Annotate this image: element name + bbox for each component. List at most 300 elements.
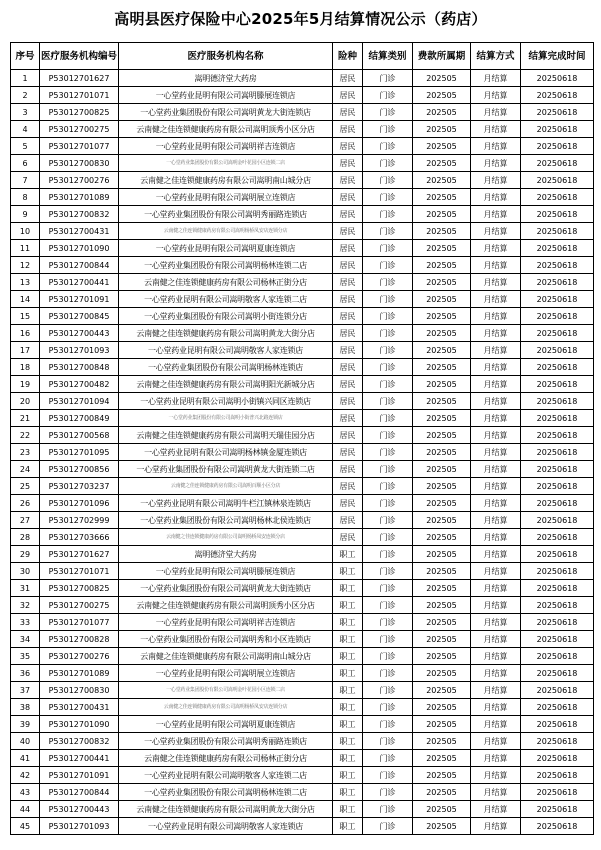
cell-seq: 14	[11, 291, 40, 308]
table-row	[11, 342, 594, 359]
cell-settlement-method: 月结算	[471, 121, 521, 138]
table-row	[11, 461, 594, 478]
cell-seq: 12	[11, 257, 40, 274]
cell-completion-time: 20250618	[521, 750, 594, 767]
cell-institution-code: P53012701091	[40, 767, 119, 784]
cell-seq: 15	[11, 308, 40, 325]
cell-seq: 17	[11, 342, 40, 359]
cell-institution-name: 一心堂药业昆明有限公司嵩明牛栏江镇林泉连锁店	[119, 495, 333, 512]
cell-completion-time: 20250618	[521, 563, 594, 580]
cell-fee-period: 202505	[413, 342, 471, 359]
cell-settlement-category: 门诊	[363, 172, 413, 189]
cell-completion-time: 20250618	[521, 648, 594, 665]
cell-settlement-method: 月结算	[471, 257, 521, 274]
table-row	[11, 648, 594, 665]
cell-institution-name: 一心堂药业集团股份有限公司嵩明黄龙大街连锁店	[119, 104, 333, 121]
cell-institution-name: 云南健之佳连锁健康药房有限公司嵩明百顺小区分店	[119, 478, 333, 495]
cell-completion-time: 20250618	[521, 665, 594, 682]
cell-completion-time: 20250618	[521, 801, 594, 818]
cell-fee-period: 202505	[413, 155, 471, 172]
cell-settlement-category: 门诊	[363, 750, 413, 767]
cell-completion-time: 20250618	[521, 478, 594, 495]
cell-completion-time: 20250618	[521, 359, 594, 376]
cell-institution-name: 一心堂药业昆明有限公司嵩明夏康连锁店	[119, 716, 333, 733]
cell-insurance-type: 职工	[333, 648, 363, 665]
cell-settlement-method: 月结算	[471, 240, 521, 257]
cell-seq: 36	[11, 665, 40, 682]
cell-institution-name: 一心堂药业昆明有限公司嵩明滕展连锁店	[119, 87, 333, 104]
cell-institution-code: P53012700830	[40, 155, 119, 172]
cell-completion-time: 20250618	[521, 512, 594, 529]
cell-settlement-category: 门诊	[363, 784, 413, 801]
cell-institution-name: 一心堂药业昆明有限公司嵩明祥吉连锁店	[119, 138, 333, 155]
cell-settlement-method: 月结算	[471, 818, 521, 835]
cell-seq: 3	[11, 104, 40, 121]
cell-completion-time: 20250618	[521, 495, 594, 512]
cell-institution-name: 一心堂药业集团股份有限公司嵩明黄龙大街连锁店	[119, 580, 333, 597]
cell-insurance-type: 职工	[333, 631, 363, 648]
cell-institution-code: P53012701095	[40, 444, 119, 461]
cell-completion-time: 20250618	[521, 240, 594, 257]
cell-completion-time: 20250618	[521, 223, 594, 240]
cell-fee-period: 202505	[413, 767, 471, 784]
cell-settlement-category: 门诊	[363, 70, 413, 87]
cell-insurance-type: 职工	[333, 665, 363, 682]
table-row	[11, 563, 594, 580]
cell-institution-code: P53012701094	[40, 393, 119, 410]
cell-fee-period: 202505	[413, 648, 471, 665]
header-settlement-category: 结算类别	[363, 43, 413, 70]
cell-insurance-type: 职工	[333, 614, 363, 631]
cell-fee-period: 202505	[413, 376, 471, 393]
cell-settlement-category: 门诊	[363, 206, 413, 223]
table-row	[11, 580, 594, 597]
cell-institution-name: 一心堂药业昆明有限公司嵩明展立连锁店	[119, 189, 333, 206]
cell-insurance-type: 居民	[333, 308, 363, 325]
cell-fee-period: 202505	[413, 461, 471, 478]
cell-institution-code: P53012700832	[40, 206, 119, 223]
cell-fee-period: 202505	[413, 410, 471, 427]
cell-fee-period: 202505	[413, 597, 471, 614]
cell-settlement-method: 月结算	[471, 801, 521, 818]
cell-settlement-method: 月结算	[471, 461, 521, 478]
cell-fee-period: 202505	[413, 699, 471, 716]
cell-institution-name: 云南健之佳连锁健康药房有限公司嵩明南山城分店	[119, 648, 333, 665]
cell-settlement-method: 月结算	[471, 546, 521, 563]
cell-settlement-category: 门诊	[363, 223, 413, 240]
cell-insurance-type: 居民	[333, 529, 363, 546]
cell-fee-period: 202505	[413, 87, 471, 104]
cell-settlement-category: 门诊	[363, 240, 413, 257]
cell-settlement-method: 月结算	[471, 87, 521, 104]
cell-completion-time: 20250618	[521, 580, 594, 597]
cell-fee-period: 202505	[413, 529, 471, 546]
cell-institution-name: 一心堂药业昆明有限公司嵩明杨林镇金厦连锁店	[119, 444, 333, 461]
cell-institution-code: P53012700275	[40, 121, 119, 138]
cell-settlement-method: 月结算	[471, 648, 521, 665]
cell-insurance-type: 职工	[333, 767, 363, 784]
cell-insurance-type: 居民	[333, 206, 363, 223]
table-row	[11, 274, 594, 291]
cell-insurance-type: 职工	[333, 716, 363, 733]
cell-fee-period: 202505	[413, 189, 471, 206]
cell-insurance-type: 职工	[333, 801, 363, 818]
table-row	[11, 699, 594, 716]
cell-settlement-method: 月结算	[471, 393, 521, 410]
cell-institution-code: P53012701091	[40, 291, 119, 308]
cell-seq: 22	[11, 427, 40, 444]
cell-seq: 40	[11, 733, 40, 750]
cell-insurance-type: 职工	[333, 597, 363, 614]
cell-insurance-type: 居民	[333, 104, 363, 121]
cell-insurance-type: 居民	[333, 427, 363, 444]
cell-institution-code: P53012701071	[40, 87, 119, 104]
cell-institution-name: 云南健之佳连锁健康药房有限公司嵩明阳光新城分店	[119, 376, 333, 393]
cell-fee-period: 202505	[413, 546, 471, 563]
cell-institution-code: P53012701090	[40, 716, 119, 733]
cell-seq: 33	[11, 614, 40, 631]
header-institution-code: 医疗服务机构编号	[40, 43, 119, 70]
table-row	[11, 767, 594, 784]
cell-fee-period: 202505	[413, 444, 471, 461]
cell-settlement-method: 月结算	[471, 376, 521, 393]
table-row	[11, 818, 594, 835]
cell-seq: 1	[11, 70, 40, 87]
table-row	[11, 410, 594, 427]
cell-institution-name: 一心堂药业集团股份有限公司嵩明秀丽路连锁店	[119, 206, 333, 223]
table-row	[11, 393, 594, 410]
cell-fee-period: 202505	[413, 393, 471, 410]
cell-completion-time: 20250618	[521, 444, 594, 461]
cell-completion-time: 20250618	[521, 342, 594, 359]
table-row	[11, 257, 594, 274]
cell-seq: 5	[11, 138, 40, 155]
cell-seq: 6	[11, 155, 40, 172]
cell-insurance-type: 职工	[333, 546, 363, 563]
cell-institution-code: P53012701089	[40, 665, 119, 682]
cell-seq: 2	[11, 87, 40, 104]
table-row	[11, 801, 594, 818]
cell-completion-time: 20250618	[521, 427, 594, 444]
cell-institution-code: P53012700276	[40, 648, 119, 665]
cell-settlement-method: 月结算	[471, 104, 521, 121]
cell-settlement-method: 月结算	[471, 189, 521, 206]
cell-settlement-method: 月结算	[471, 733, 521, 750]
cell-settlement-category: 门诊	[363, 529, 413, 546]
cell-settlement-method: 月结算	[471, 512, 521, 529]
cell-fee-period: 202505	[413, 563, 471, 580]
cell-institution-name: 云南健之佳连锁健康药房有限公司嵩明天瑞佳园分店	[119, 427, 333, 444]
cell-settlement-method: 月结算	[471, 70, 521, 87]
cell-institution-code: P53012700443	[40, 325, 119, 342]
cell-insurance-type: 职工	[333, 733, 363, 750]
cell-seq: 23	[11, 444, 40, 461]
cell-insurance-type: 居民	[333, 325, 363, 342]
cell-settlement-category: 门诊	[363, 427, 413, 444]
cell-seq: 45	[11, 818, 40, 835]
cell-institution-code: P53012701077	[40, 138, 119, 155]
table-row	[11, 546, 594, 563]
cell-insurance-type: 职工	[333, 784, 363, 801]
table-row	[11, 240, 594, 257]
cell-settlement-category: 门诊	[363, 104, 413, 121]
cell-institution-code: P53012700848	[40, 359, 119, 376]
cell-fee-period: 202505	[413, 512, 471, 529]
cell-seq: 4	[11, 121, 40, 138]
header-insurance-type: 险种	[333, 43, 363, 70]
cell-fee-period: 202505	[413, 750, 471, 767]
cell-completion-time: 20250618	[521, 376, 594, 393]
cell-fee-period: 202505	[413, 274, 471, 291]
cell-seq: 37	[11, 682, 40, 699]
cell-institution-code: P53012701071	[40, 563, 119, 580]
cell-insurance-type: 居民	[333, 461, 363, 478]
cell-institution-name: 云南健之佳连锁健康药房有限公司嵩明杨桥凤安店连锁分店	[119, 699, 333, 716]
cell-completion-time: 20250618	[521, 461, 594, 478]
cell-institution-code: P53012700482	[40, 376, 119, 393]
cell-completion-time: 20250618	[521, 172, 594, 189]
cell-institution-name: 云南健之佳连锁健康药房有限公司嵩明杨桥凤安连锁分店	[119, 529, 333, 546]
cell-settlement-method: 月结算	[471, 597, 521, 614]
table-row	[11, 104, 594, 121]
cell-seq: 44	[11, 801, 40, 818]
cell-institution-code: P53012701093	[40, 818, 119, 835]
cell-insurance-type: 居民	[333, 155, 363, 172]
cell-fee-period: 202505	[413, 614, 471, 631]
cell-institution-code: P53012700431	[40, 223, 119, 240]
cell-settlement-method: 月结算	[471, 172, 521, 189]
cell-insurance-type: 居民	[333, 359, 363, 376]
cell-seq: 7	[11, 172, 40, 189]
cell-settlement-method: 月结算	[471, 444, 521, 461]
cell-insurance-type: 居民	[333, 376, 363, 393]
cell-settlement-method: 月结算	[471, 308, 521, 325]
cell-settlement-category: 门诊	[363, 682, 413, 699]
cell-insurance-type: 居民	[333, 512, 363, 529]
cell-settlement-category: 门诊	[363, 121, 413, 138]
cell-seq: 11	[11, 240, 40, 257]
cell-settlement-category: 门诊	[363, 393, 413, 410]
cell-insurance-type: 职工	[333, 750, 363, 767]
cell-completion-time: 20250618	[521, 274, 594, 291]
table-row	[11, 359, 594, 376]
cell-institution-code: P53012700830	[40, 682, 119, 699]
cell-seq: 41	[11, 750, 40, 767]
cell-institution-code: P53012700441	[40, 750, 119, 767]
cell-institution-name: 一心堂药业集团股份有限公司嵩明秀和小区连锁店	[119, 631, 333, 648]
cell-seq: 28	[11, 529, 40, 546]
cell-institution-name: 一心堂药业集团股份有限公司嵩明小街普兴北路连锁店	[119, 410, 333, 427]
cell-fee-period: 202505	[413, 104, 471, 121]
cell-settlement-category: 门诊	[363, 291, 413, 308]
cell-settlement-method: 月结算	[471, 223, 521, 240]
cell-fee-period: 202505	[413, 70, 471, 87]
cell-seq: 19	[11, 376, 40, 393]
table-row	[11, 376, 594, 393]
cell-institution-name: 一心堂药业集团股份有限公司嵩明黄龙大街连锁二店	[119, 461, 333, 478]
header-institution-name: 医疗服务机构名称	[119, 43, 333, 70]
cell-settlement-method: 月结算	[471, 478, 521, 495]
table-row	[11, 614, 594, 631]
cell-completion-time: 20250618	[521, 546, 594, 563]
cell-fee-period: 202505	[413, 359, 471, 376]
cell-fee-period: 202505	[413, 665, 471, 682]
cell-institution-name: 一心堂药业昆明有限公司嵩明小街镇兴同区连锁店	[119, 393, 333, 410]
cell-institution-code: P53012700441	[40, 274, 119, 291]
table-row	[11, 189, 594, 206]
cell-institution-name: 云南健之佳连锁健康药房有限公司嵩明杨桥凤安店连锁分店	[119, 223, 333, 240]
table-row	[11, 733, 594, 750]
cell-institution-code: P53012702999	[40, 512, 119, 529]
cell-settlement-method: 月结算	[471, 614, 521, 631]
table-row	[11, 631, 594, 648]
cell-completion-time: 20250618	[521, 682, 594, 699]
cell-institution-code: P53012701090	[40, 240, 119, 257]
cell-seq: 30	[11, 563, 40, 580]
table-row	[11, 597, 594, 614]
cell-seq: 32	[11, 597, 40, 614]
table-row	[11, 529, 594, 546]
cell-settlement-method: 月结算	[471, 274, 521, 291]
cell-insurance-type: 职工	[333, 580, 363, 597]
cell-settlement-category: 门诊	[363, 801, 413, 818]
cell-fee-period: 202505	[413, 138, 471, 155]
table-row	[11, 716, 594, 733]
cell-seq: 42	[11, 767, 40, 784]
cell-fee-period: 202505	[413, 121, 471, 138]
cell-settlement-method: 月结算	[471, 784, 521, 801]
cell-institution-code: P53012701627	[40, 546, 119, 563]
cell-institution-name: 一心堂药业昆明有限公司嵩明祥吉连锁店	[119, 614, 333, 631]
cell-insurance-type: 居民	[333, 172, 363, 189]
cell-insurance-type: 居民	[333, 478, 363, 495]
cell-seq: 29	[11, 546, 40, 563]
cell-institution-name: 一心堂药业昆明有限公司嵩明敬客人家连锁二店	[119, 767, 333, 784]
cell-settlement-category: 门诊	[363, 359, 413, 376]
cell-settlement-category: 门诊	[363, 665, 413, 682]
cell-fee-period: 202505	[413, 784, 471, 801]
table-row	[11, 172, 594, 189]
cell-fee-period: 202505	[413, 818, 471, 835]
cell-institution-code: P53012700568	[40, 427, 119, 444]
cell-completion-time: 20250618	[521, 104, 594, 121]
cell-institution-code: P53012701093	[40, 342, 119, 359]
cell-fee-period: 202505	[413, 223, 471, 240]
cell-settlement-category: 门诊	[363, 87, 413, 104]
cell-institution-code: P53012701077	[40, 614, 119, 631]
cell-completion-time: 20250618	[521, 614, 594, 631]
table-row	[11, 478, 594, 495]
table-row	[11, 750, 594, 767]
cell-insurance-type: 居民	[333, 495, 363, 512]
cell-settlement-method: 月结算	[471, 767, 521, 784]
cell-completion-time: 20250618	[521, 155, 594, 172]
cell-completion-time: 20250618	[521, 291, 594, 308]
cell-fee-period: 202505	[413, 240, 471, 257]
cell-completion-time: 20250618	[521, 716, 594, 733]
cell-institution-code: P53012701627	[40, 70, 119, 87]
cell-institution-code: P53012700825	[40, 580, 119, 597]
cell-completion-time: 20250618	[521, 631, 594, 648]
cell-settlement-category: 门诊	[363, 563, 413, 580]
cell-completion-time: 20250618	[521, 818, 594, 835]
cell-institution-name: 一心堂药业集团股份有限公司嵩明小街连锁分店	[119, 308, 333, 325]
cell-institution-name: 云南健之佳连锁健康药房有限公司嵩明南山城分店	[119, 172, 333, 189]
cell-institution-name: 一心堂药业集团股份有限公司嵩明杨林连锁二店	[119, 784, 333, 801]
cell-completion-time: 20250618	[521, 138, 594, 155]
cell-insurance-type: 居民	[333, 240, 363, 257]
cell-completion-time: 20250618	[521, 87, 594, 104]
cell-settlement-category: 门诊	[363, 597, 413, 614]
cell-settlement-method: 月结算	[471, 716, 521, 733]
cell-settlement-method: 月结算	[471, 291, 521, 308]
cell-settlement-category: 门诊	[363, 342, 413, 359]
table-row	[11, 70, 594, 87]
cell-completion-time: 20250618	[521, 597, 594, 614]
cell-seq: 13	[11, 274, 40, 291]
cell-institution-code: P53012700856	[40, 461, 119, 478]
cell-seq: 10	[11, 223, 40, 240]
cell-seq: 21	[11, 410, 40, 427]
cell-settlement-category: 门诊	[363, 155, 413, 172]
cell-institution-name: 一心堂药业集团股份有限公司嵩明杨林连锁二店	[119, 257, 333, 274]
cell-institution-name: 云南健之佳连锁健康药房有限公司嵩明顶秀小区分店	[119, 597, 333, 614]
cell-completion-time: 20250618	[521, 410, 594, 427]
cell-insurance-type: 居民	[333, 223, 363, 240]
cell-fee-period: 202505	[413, 257, 471, 274]
cell-settlement-category: 门诊	[363, 189, 413, 206]
table-row	[11, 512, 594, 529]
cell-settlement-category: 门诊	[363, 495, 413, 512]
cell-institution-name: 一心堂药业昆明有限公司嵩明敬客人家连锁二店	[119, 291, 333, 308]
cell-fee-period: 202505	[413, 325, 471, 342]
table-row	[11, 223, 594, 240]
cell-insurance-type: 居民	[333, 189, 363, 206]
table-row	[11, 444, 594, 461]
cell-institution-name: 云南健之佳连锁健康药房有限公司嵩明黄龙大街分店	[119, 801, 333, 818]
cell-completion-time: 20250618	[521, 767, 594, 784]
cell-settlement-method: 月结算	[471, 529, 521, 546]
cell-completion-time: 20250618	[521, 325, 594, 342]
cell-settlement-category: 门诊	[363, 444, 413, 461]
cell-settlement-category: 门诊	[363, 631, 413, 648]
cell-settlement-method: 月结算	[471, 495, 521, 512]
cell-settlement-method: 月结算	[471, 427, 521, 444]
cell-institution-name: 云南健之佳连锁健康药房有限公司杨林正街分店	[119, 750, 333, 767]
cell-settlement-method: 月结算	[471, 138, 521, 155]
cell-insurance-type: 居民	[333, 121, 363, 138]
cell-settlement-method: 月结算	[471, 580, 521, 597]
document-title: 高明县医疗保险中心2025年5月结算情况公示（药店）	[114, 10, 487, 28]
cell-fee-period: 202505	[413, 427, 471, 444]
cell-seq: 24	[11, 461, 40, 478]
cell-insurance-type: 居民	[333, 138, 363, 155]
cell-fee-period: 202505	[413, 716, 471, 733]
cell-fee-period: 202505	[413, 291, 471, 308]
cell-institution-code: P53012700431	[40, 699, 119, 716]
settlement-table	[10, 42, 594, 835]
cell-settlement-category: 门诊	[363, 308, 413, 325]
cell-seq: 34	[11, 631, 40, 648]
table-row	[11, 87, 594, 104]
cell-settlement-category: 门诊	[363, 512, 413, 529]
cell-fee-period: 202505	[413, 206, 471, 223]
cell-institution-code: P53012700832	[40, 733, 119, 750]
cell-institution-name: 一心堂药业集团股份有限公司嵩明金叶花园小区连锁二店	[119, 682, 333, 699]
cell-insurance-type: 居民	[333, 70, 363, 87]
cell-institution-name: 云南健之佳连锁健康药房有限公司嵩明黄龙大街分店	[119, 325, 333, 342]
cell-settlement-method: 月结算	[471, 563, 521, 580]
